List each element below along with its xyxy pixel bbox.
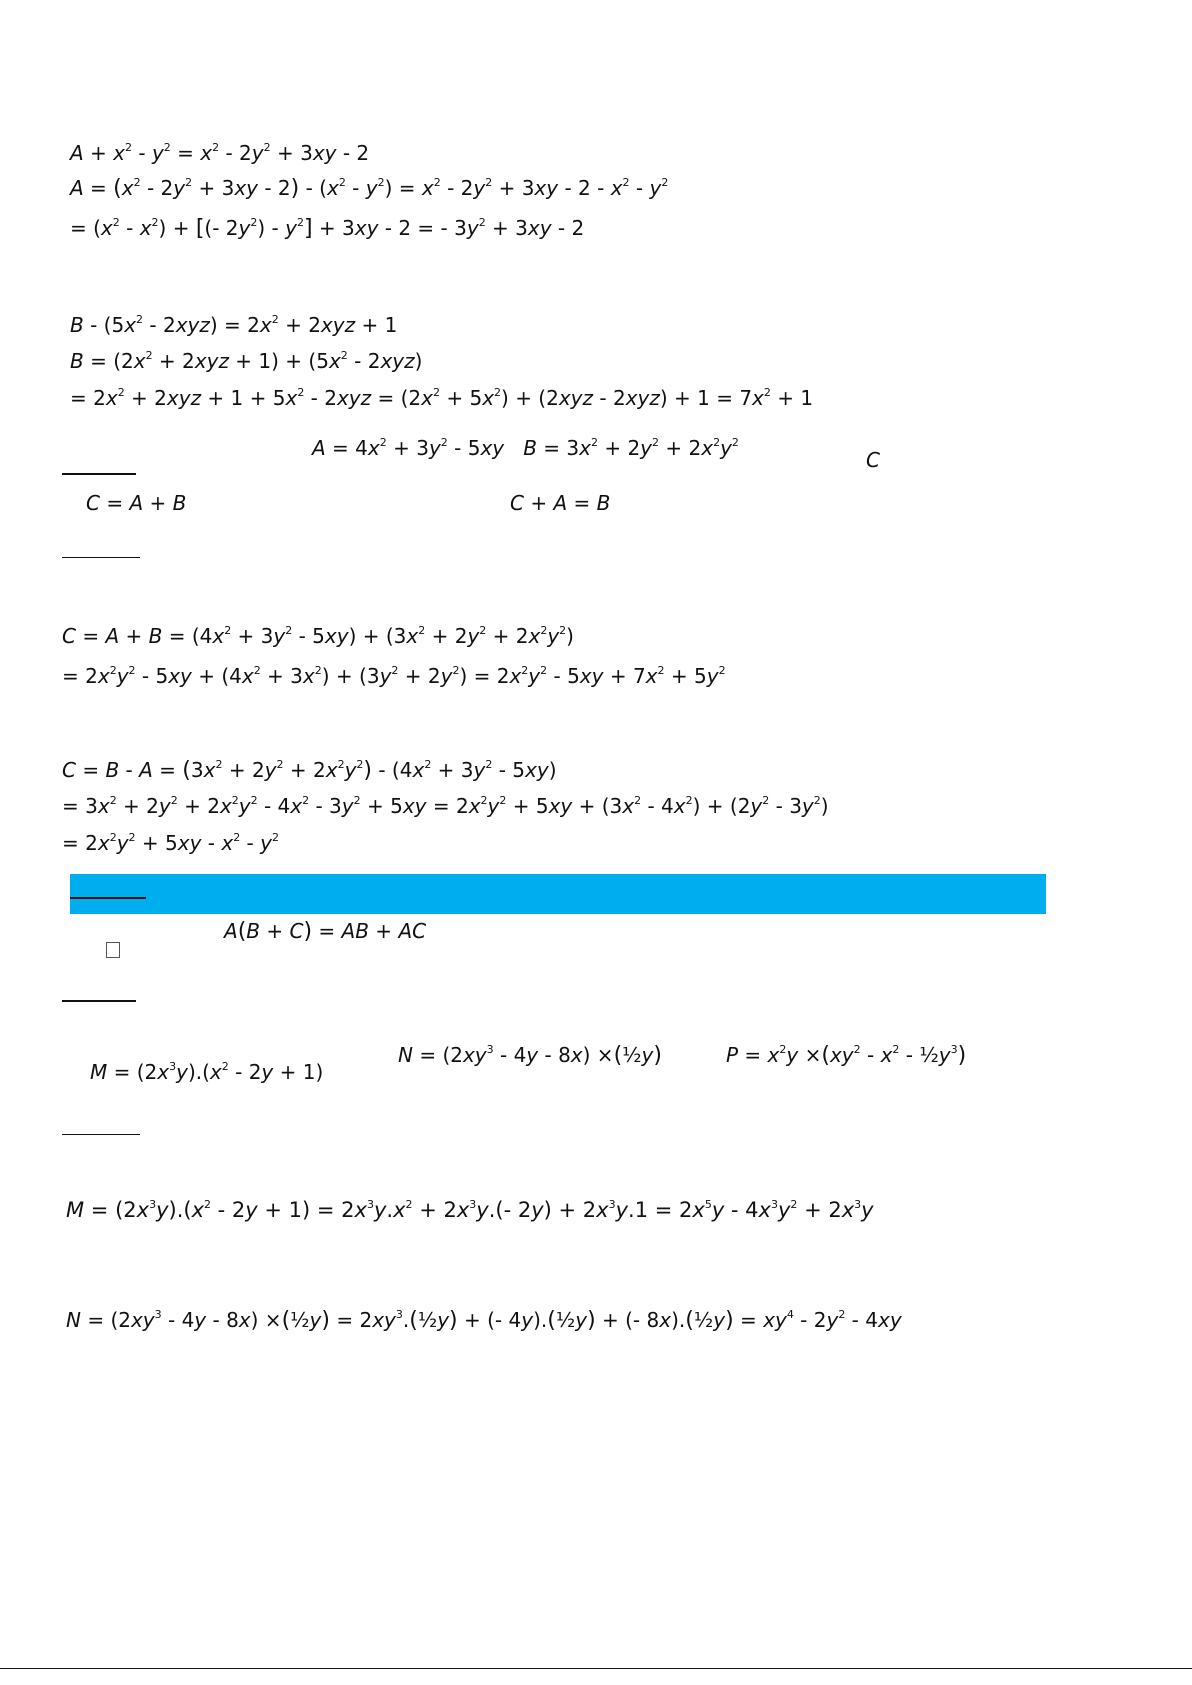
- heading-underline-4: [62, 1134, 140, 1135]
- checkbox-glyph: [106, 942, 120, 958]
- exercise-b-line-1: $B - (5x^2 - 2xyz) = 2x^2 + 2xyz + 1$: [70, 313, 398, 337]
- solution-2a-line-2: = $2x^2y^2 - 5xy + (4x^2 + 3x^2) + (3y^2 + 2y^2) = 2x^2y^2 - 5xy + 7x^2 + 5y^2$: [62, 664, 726, 688]
- heading-underline-2: [62, 557, 140, 558]
- exercise-3-m: $M = (2x^3y).(x^2 - 2y + 1)$: [90, 1060, 324, 1084]
- exercise-3-n: $N = (2xy^3 - 4y - 8x)$ ×(½y): [398, 1043, 662, 1068]
- solution-3-m: $M = (2x^3y).(x^2 - 2y + 1) = 2x^3y.x^2 + 2x^3y.(-$ $2y) + 2x^3y.1 = 2x^5y - 4x^3y^2 + 2x^3y$: [66, 1198, 874, 1222]
- section-header-underline: [70, 897, 146, 899]
- exercise-a-line-3: = $(x^2 - x^2)$ + [(- $2y^2) - y^2] + 3xy - 2$ = - $3y^2 + 3xy - 2$: [70, 216, 585, 241]
- exercise-b-line-2: $B = (2x^2 + 2xyz + 1) + (5x^2 - 2xyz)$: [70, 349, 423, 373]
- exercise-3-p: $P = x^2y \times(xy^2 - x^2$ - $\frac{1}{2}y^3$): [726, 1043, 967, 1068]
- variable-c: C: [866, 448, 880, 472]
- task-b-formula: C + A = B: [510, 491, 611, 515]
- heading-underline-3: [62, 1000, 136, 1002]
- distributive-formula: A(B + C) = AB + AC: [224, 919, 427, 944]
- solution-3-n: $N = (2xy^3 - 4y - 8x)$ ×(½y) = $2xy^3.(\frac{1}{2}y)$ + (- 4y).(½y) + (- 8x).(½y) = $xy^4 - 2y^2 - 4xy$: [66, 1308, 902, 1333]
- page-bottom-rule: [0, 1668, 1192, 1669]
- section-header-band: [70, 874, 1046, 914]
- exercise-a-line-2: $A = (x^2 - 2y^2 + 3xy - 2) - (x^2 - y^2) = x^2 - 2y^2 + 3xy - 2 - x^2 - y^2$: [70, 176, 669, 201]
- solution-2b-line-3: = $2x^2y^2 + 5xy - x^2 - y^2$: [62, 831, 279, 855]
- solution-2b-line-2: = $3x^2 + 2y^2 + 2x^2y^2 - 4x^2 - 3y^2 + 5xy = 2x^2y^2 + 5xy + (3x^2 - 4x^2) + (2y^2 - 3y^2)$: [62, 794, 829, 818]
- solution-2b-line-1: $C = B - A = (3x^2 + 2y^2 + 2x^2y^2) - (4x^2 + 3y^2 - 5xy)$: [62, 758, 557, 783]
- task-a-formula: C = A + B: [86, 491, 187, 515]
- exercise-2-given: $A = 4x^2 + 3y^2 - 5xy$ $B = 3x^2 + 2y^2 + 2x^2y^2$: [312, 436, 739, 460]
- solution-2a-line-1: $C = A + B = (4x^2 + 3y^2 - 5xy) + (3x^2 + 2y^2 + 2x^2y^2)$: [62, 624, 574, 648]
- exercise-a-line-1: $A + x^2 - y^2 = x^2 - 2y^2 + 3xy - 2$: [70, 141, 370, 165]
- exercise-b-line-3: = $2x^2 + 2xyz + 1 + 5x^2 - 2xyz = (2x^2 + 5x^2) + (2xyz - 2xyz) + 1 = 7x^2 + 1$: [70, 386, 814, 410]
- heading-underline-1: [62, 473, 136, 475]
